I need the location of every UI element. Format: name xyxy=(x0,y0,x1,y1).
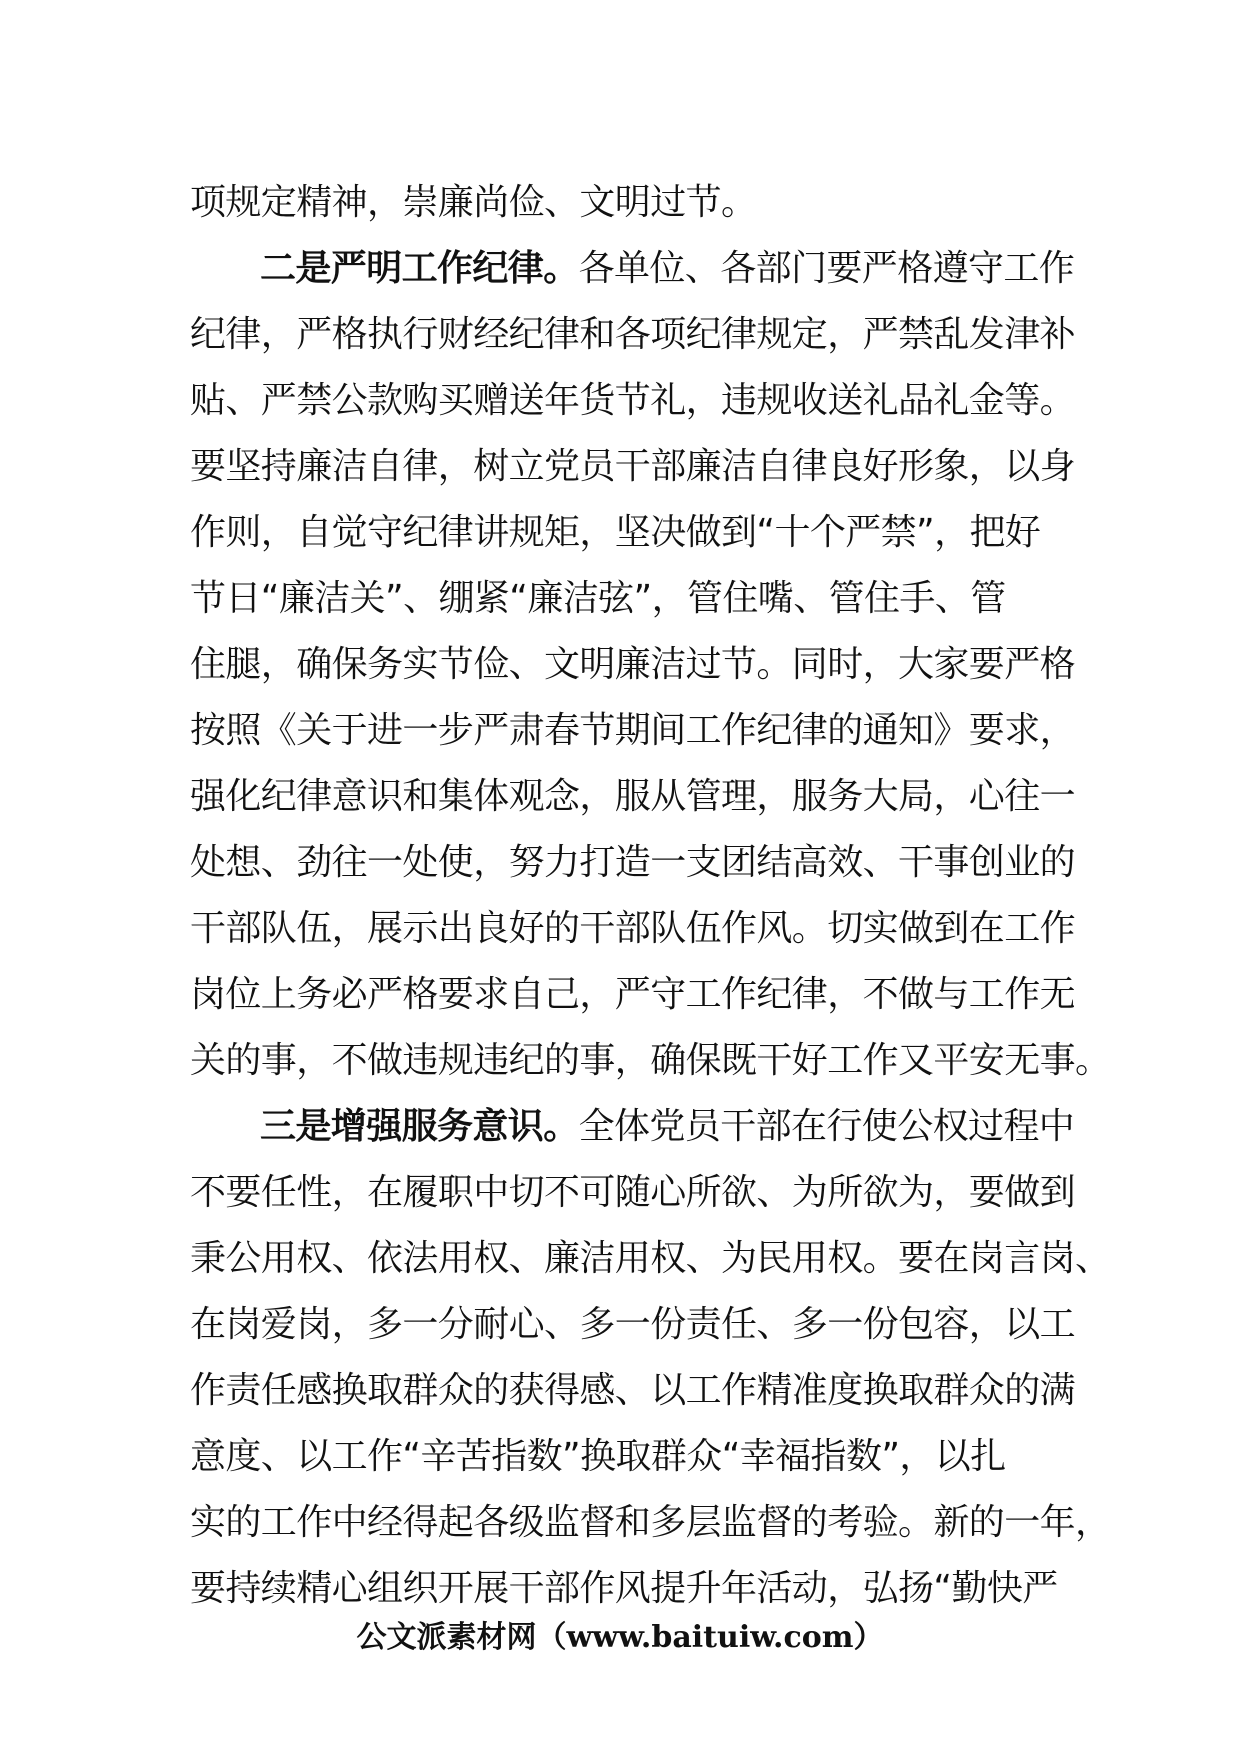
text-line: 关的事，不做违规违纪的事，确保既干好工作又平安无事。 xyxy=(190,1040,1111,1081)
paragraph-2-lead: 二是严明工作纪律。 xyxy=(260,248,579,289)
text-line: 住腿，确保务实节俭、文明廉洁过节。同时，大家要严格 xyxy=(190,644,1076,685)
text-line: 秉公用权、依法用权、廉洁用权、为民用权。要在岗言岗、 xyxy=(190,1238,1111,1279)
text-line: 纪律，严格执行财经纪律和各项纪律规定，严禁乱发津补 xyxy=(190,314,1076,355)
text-line: 在岗爱岗，多一分耐心、多一份责任、多一份包容，以工 xyxy=(190,1304,1076,1345)
paragraph-3-lead: 三是增强服务意识。 xyxy=(260,1106,579,1147)
text-line: 节日“廉洁关”、绷紧“廉洁弦”，管住嘴、管住手、管 xyxy=(190,578,1006,619)
text-line: 项规定精神，崇廉尚俭、文明过节。 xyxy=(190,182,757,223)
text-line: 要坚持廉洁自律，树立党员干部廉洁自律良好形象，以身 xyxy=(190,446,1076,487)
text-line: 岗位上务必严格要求自己，严守工作纪律，不做与工作无 xyxy=(190,974,1076,1015)
paragraph-3-first-line-text: 全体党员干部在行使公权过程中 xyxy=(578,1106,1075,1147)
text-line: 要持续精心组织开展干部作风提升年活动，弘扬“勤快严 xyxy=(190,1568,1058,1609)
text-line: 实的工作中经得起各级监督和多层监督的考验。新的一年， xyxy=(190,1502,1111,1543)
paragraph-2-first-line-text: 各单位、各部门要严格遵守工作 xyxy=(578,248,1075,289)
text-line: 按照《关于进一步严肃春节期间工作纪律的通知》要求， xyxy=(190,710,1076,751)
text-line: 作责任感换取群众的获得感、以工作精准度换取群众的满 xyxy=(190,1370,1076,1411)
text-line: 意度、以工作“辛苦指数”换取群众“幸福指数”，以扎 xyxy=(190,1436,1006,1477)
text-line: 强化纪律意识和集体观念，服从管理，服务大局，心往一 xyxy=(190,776,1076,817)
page-footer-watermark: 公文派素材网（www.baituiw.com） xyxy=(356,1620,884,1655)
paragraph-3-first-line xyxy=(190,1094,1080,1160)
text-line: 作则，自觉守纪律讲规矩，坚决做到“十个严禁”，把好 xyxy=(190,512,1041,553)
document-body xyxy=(190,170,1111,1622)
text-line: 不要任性，在履职中切不可随心所欲、为所欲为，要做到 xyxy=(190,1172,1076,1213)
text-line: 处想、劲往一处使，努力打造一支团结高效、干事创业的 xyxy=(190,842,1076,883)
text-line: 贴、严禁公款购买赠送年货节礼，违规收送礼品礼金等。 xyxy=(190,380,1076,421)
text-line: 干部队伍，展示出良好的干部队伍作风。切实做到在工作 xyxy=(190,908,1076,949)
paragraph-2-first-line xyxy=(190,236,1080,302)
